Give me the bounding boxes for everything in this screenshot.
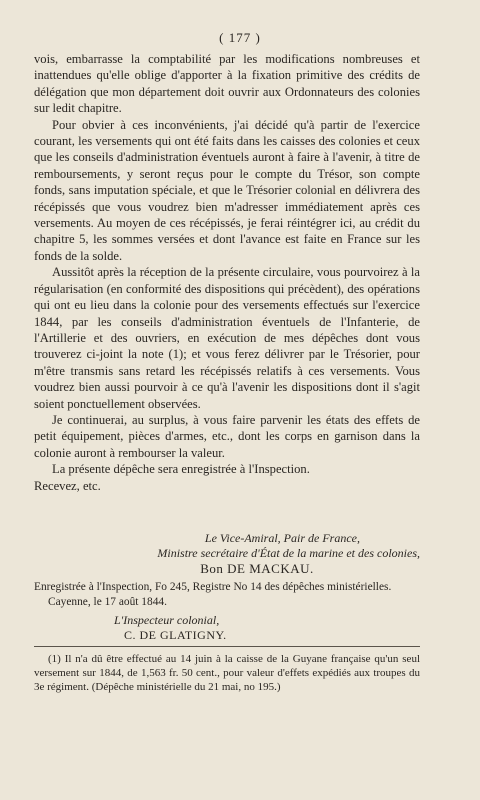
paragraph-4: Je continuerai, au surplus, à vous faire parvenir les états des effets de petit équipement, pièces d'armes, etc., dont les corps en garnison dans la colonie auront à rembourser la valeur. (34, 412, 420, 460)
paragraph-6: Recevez, etc. (34, 478, 101, 493)
inspector-block (34, 613, 420, 643)
paragraph-1: vois, embarrasse la comptabilité par les modifications nombreuses et inattendues qu'elle oblige d'apporter à la fixation primitive des crédits de délégation que mon département doit ouvrir aux Ordonnateurs des colonies sur ledit chapitre. (34, 52, 420, 116)
paragraph-5: La présente dépêche sera enregistrée à l'Inspection. (52, 462, 310, 477)
signature-block (34, 531, 420, 576)
signature-office: Ministre secrétaire d'État de la marine et des colonies, (157, 546, 420, 560)
paragraph-3: Aussitôt après la réception de la présente circulaire, vous pourvoirez à la régularisation (en conformité des dispositions qui précèdent), des opérations qui ont eu lieu dans la colonie pour des versements effectués sur l'exercice 1844, par les conseils d'administration éventuels de l'Infanterie, de l'Artillerie et des ouvriers, en exécution de mes dépêches dont vous trouverez ci-joint la note (1); et vous ferez délivrer par le Trésorier, pour m'être transmis sans retard les récépissés relatifs à ces versements. Vous voudrez bien aussi pourvoir à ce qu'à l'avenir les dispositions dont il s'agit soient ponctuellement observées. (34, 265, 420, 411)
inspector-name: C. DE GLATIGNY. (124, 628, 227, 642)
inspector-title: L'Inspecteur colonial, (114, 613, 220, 627)
registration-line: Enregistrée à l'Inspection, Fo 245, Registre No 14 des dépêches ministérielles. (34, 581, 392, 593)
signature-name: Bon DE MACKAU. (200, 561, 314, 576)
registration-date: Cayenne, le 17 août 1844. (48, 596, 167, 608)
registration-block (34, 580, 420, 610)
footnote-rule (34, 646, 420, 647)
footnote-text: (1) Il n'a dû être effectué au 14 juin à la caisse de la Guyane française qu'un seul versement sur 1844, de 1,563 fr. 50 cent., pour valeur d'effets expédiés aux troupes du 3e régiment. (Dépêche ministérielle du 21 mai, no 195.) (34, 653, 420, 693)
footnote (34, 652, 420, 694)
page-number: ( 177 ) (219, 30, 261, 45)
signature-title: Le Vice-Amiral, Pair de France, (204, 531, 360, 545)
body-text (34, 51, 420, 494)
paragraph-2: Pour obvier à ces inconvénients, j'ai décidé qu'à partir de l'exercice courant, les versements qui ont été faits dans les caisses des colonies et ceux que les conseils d'administration éventuels auront à faire à l'avenir, à titre de remboursements, y seront reçus pour le compte du Trésor, son compte fonds, sans imputation spéciale, et que le Trésorier colonial en délivrera des récépissés que vous voudrez bien m'adresser immédiatement après ces versements. Au moyen de ces récépissés, je ferai réintégrer ici, au crédit du chapitre 5, les sommes versées et dont l'avance est faite en France sur les fonds de la solde. (34, 117, 420, 263)
